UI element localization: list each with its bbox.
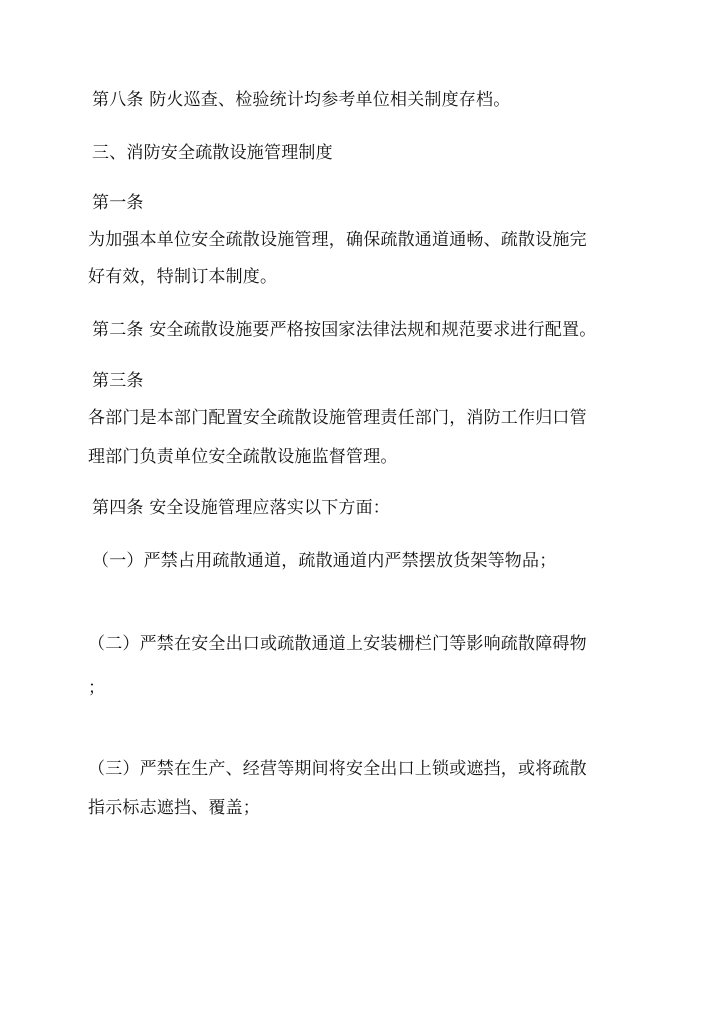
article-3-text-line-1: 各部门是本部门配置安全疏散设施管理责任部门，消防工作归口管: [88, 408, 587, 428]
article-1-text-line-2: 好有效，特制订本制度。: [88, 267, 278, 287]
item-2-text-line-1: （二）严禁在安全出口或疏散通道上安装栅栏门等影响疏散障碍物: [88, 634, 587, 654]
article-1-heading: 第一条: [92, 193, 144, 213]
item-1-text: （一）严禁占用疏散通道，疏散通道内严禁摆放货架等物品；: [92, 551, 557, 571]
article-4-heading: 第四条 安全设施管理应落实以下方面：: [92, 498, 391, 518]
section-3-heading: 三、消防安全疏散设施管理制度: [92, 143, 333, 163]
article-2-text: 第二条 安全疏散设施要严格按国家法律法规和规范要求进行配置。: [92, 320, 597, 340]
article-8-text: 第八条 防火巡查、检验统计均参考单位相关制度存档。: [92, 90, 511, 110]
article-3-heading: 第三条: [92, 371, 144, 391]
item-3-text-line-2: 指示标志遮挡、覆盖；: [88, 798, 260, 818]
article-1-text-line-1: 为加强本单位安全疏散设施管理，确保疏散通道通畅、疏散设施完: [88, 230, 587, 250]
article-3-text-line-2: 理部门负责单位安全疏散设施监督管理。: [88, 447, 398, 467]
item-3-text-line-1: （三）严禁在生产、经营等期间将安全出口上锁或遮挡，或将疏散: [88, 759, 587, 779]
item-2-text-line-2: ；: [88, 678, 106, 698]
